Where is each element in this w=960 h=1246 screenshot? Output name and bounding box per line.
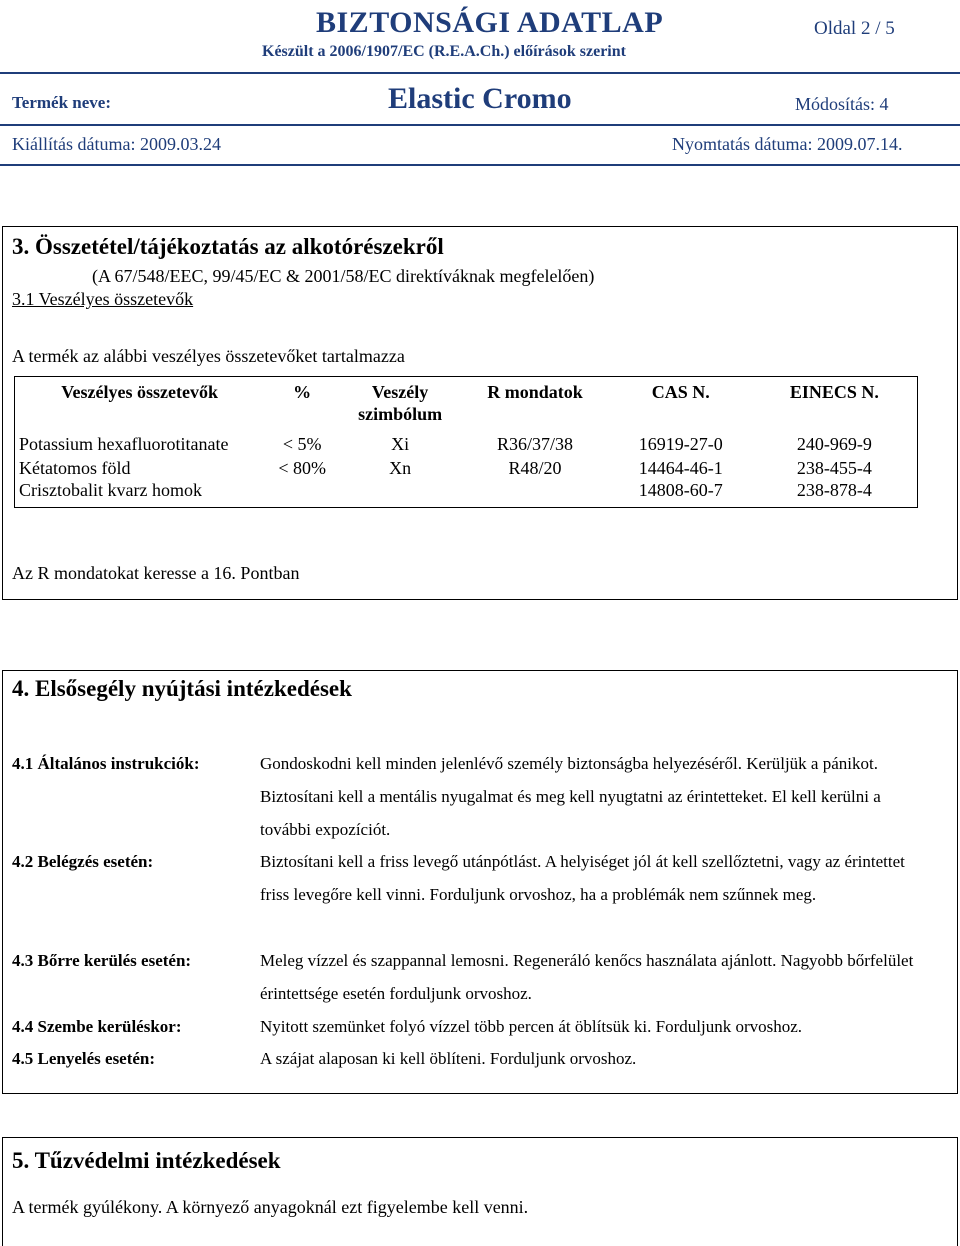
product-label: Termék neve: [12, 93, 111, 112]
table-cell: Xn [389, 458, 412, 478]
table-cell: R36/37/38 [496, 434, 573, 454]
header-divider-top [0, 72, 960, 74]
section-5-title: 5. Tűzvédelmi intézkedések [12, 1148, 281, 1173]
section-5-text: A termék gyúlékony. A környező anyagoknál ezt figyelembe kell venni. [12, 1197, 529, 1217]
first-aid-skin-text: Meleg vízzel és szappannal lemosni. Regeneráló kenőcs használata ajánlott. Nagyobb bőrfelület érintettsége esetén forduljunk orvoshoz. [260, 951, 914, 1003]
table-cell: Potassium hexafluorotitanate [19, 434, 229, 454]
product-name: Elastic Cromo [388, 82, 572, 115]
table-cell: < 5% [282, 434, 322, 454]
table-row [15, 455, 918, 508]
first-aid-ingestion-label: 4.5 Lenyelés esetén: [12, 1049, 156, 1068]
first-aid-inhalation-label: 4.2 Belégzés esetén: [12, 852, 154, 871]
column-header: % [293, 382, 312, 402]
table-cell: Xi [391, 434, 410, 454]
column-header: Veszélyes összetevők [61, 382, 218, 402]
revision-number: Módosítás: 4 [795, 94, 889, 114]
hazardous-components-table [14, 376, 918, 508]
section-3-subtitle: (A 67/548/EEC, 99/45/EC & 2001/58/EC direktíváknak megfelelően) [92, 266, 595, 286]
first-aid-general-label: 4.1 Általános instrukciók: [12, 754, 200, 773]
first-aid-skin-label: 4.3 Bőrre kerülés esetén: [12, 951, 192, 970]
table-cell: Kétatomos föld Crisztobalit kvarz homok [19, 458, 202, 500]
issue-date: Kiállítás dátuma: 2009.03.24 [12, 134, 221, 154]
document-title: BIZTONSÁGI ADATLAP [316, 6, 664, 39]
column-header: EINECS N. [789, 382, 879, 402]
column-header: Veszély szimbólum [358, 382, 443, 424]
table-cell: R48/20 [508, 458, 562, 478]
document-subtitle: Készült a 2006/1907/EC (R.E.A.Ch.) előírások szerint [262, 43, 626, 60]
section-3-intro: A termék az alábbi veszélyes összetevőket tartalmazza [12, 346, 405, 366]
r-phrases-note: Az R mondatokat keresse a 16. Pontban [12, 563, 300, 583]
table-cell: < 80% [278, 458, 326, 478]
column-header: CAS N. [651, 382, 710, 402]
section-3-title: 3. Összetétel/tájékoztatás az alkotórészekről [12, 234, 444, 259]
page-number: Oldal 2 / 5 [814, 18, 895, 39]
first-aid-eye-text: Nyitott szemünket folyó vízzel több percen át öblítsük ki. Forduljunk orvoshoz. [260, 1017, 803, 1036]
column-header: R mondatok [487, 382, 583, 402]
first-aid-inhalation-text: Biztosítani kell a friss levegő utánpótlást. A helyiséget jól át kell szellőztetni, vagy az érintettet friss levegőre kell vinni. Forduljunk orvoshoz, ha a problémák nem szűnnek meg. [260, 852, 905, 904]
print-date: Nyomtatás dátuma: 2009.07.14. [672, 134, 903, 154]
table-header-row [15, 377, 918, 426]
table-row [15, 425, 918, 455]
section-4-title: 4. Elsősegély nyújtási intézkedések [12, 676, 352, 701]
header-divider-bottom [0, 164, 960, 166]
first-aid-general-text: Gondoskodni kell minden jelenlévő személy biztonságba helyezéséről. Kerüljük a pánikot. Biztosítani kell a mentális nyugalmat és meg kell nyugtatni az érintetteket. El kell kerülni a további expozíciót. [260, 754, 881, 839]
first-aid-ingestion-text: A szájat alaposan ki kell öblíteni. Forduljunk orvoshoz. [260, 1049, 637, 1068]
header-divider-middle [0, 124, 960, 126]
table-cell: 16919-27-0 [638, 434, 723, 454]
table-cell: 240-969-9 [796, 434, 872, 454]
table-cell: 14464-46-1 14808-60-7 [638, 458, 723, 500]
section-3-1-heading: 3.1 Veszélyes összetevők [12, 289, 194, 309]
first-aid-eye-label: 4.4 Szembe kerüléskor: [12, 1017, 182, 1036]
table-cell: 238-455-4 238-878-4 [796, 458, 872, 500]
